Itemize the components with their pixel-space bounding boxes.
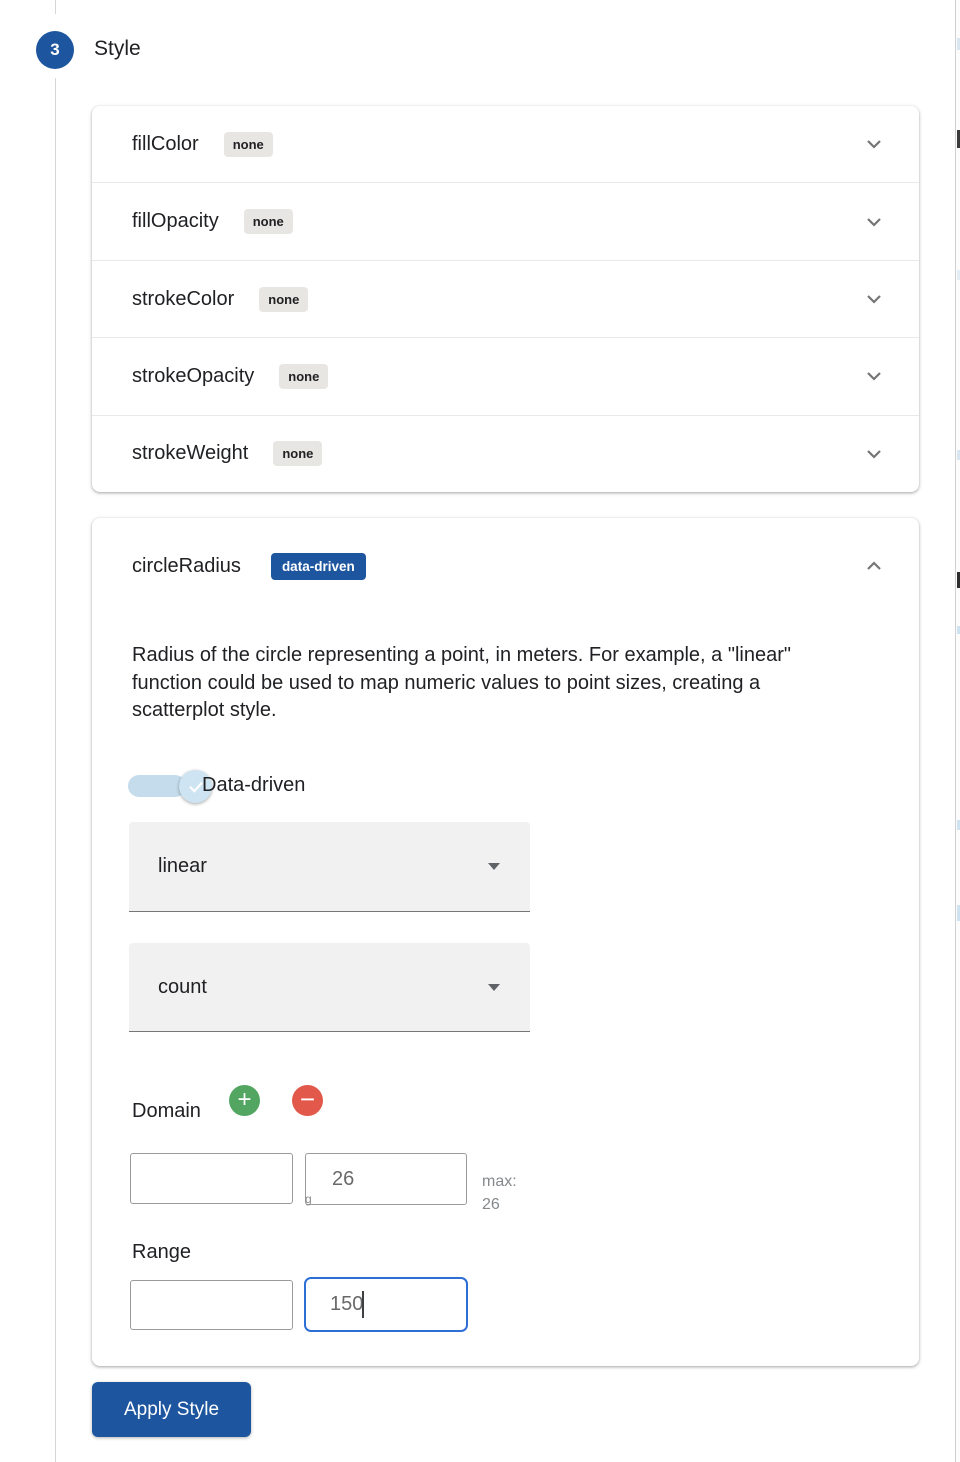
text-cursor — [362, 1291, 364, 1318]
property-value-badge: none — [224, 132, 273, 157]
property-value-badge: none — [244, 209, 293, 234]
range-max-input-focused[interactable] — [304, 1277, 468, 1332]
stepper-connector-bottom — [55, 78, 56, 1462]
chevron-down-icon[interactable] — [862, 364, 886, 388]
function-type-value: linear — [158, 855, 207, 877]
dropdown-caret-icon — [488, 984, 500, 991]
data-driven-toggle-label: Data-driven — [202, 774, 306, 796]
accordion-row-strokecolor[interactable] — [92, 260, 919, 337]
stepper-connector-top — [55, 0, 56, 14]
accordion-row-circleradius[interactable] — [92, 518, 919, 614]
accordion-row-fillopacity[interactable] — [92, 182, 919, 259]
property-label: fillColor — [132, 132, 199, 155]
property-value-badge: none — [279, 364, 328, 389]
apply-style-button[interactable]: Apply Style — [92, 1382, 251, 1437]
plus-icon: + — [237, 1085, 252, 1113]
add-domain-stop-button[interactable] — [229, 1085, 260, 1116]
step-title: Style — [94, 37, 141, 60]
range-label: Range — [132, 1241, 191, 1263]
property-description: Radius of the circle representing a point, in meters. For example, a "linear" function could be used to map numeric values to point sizes, creating a scatterplot style. — [132, 644, 791, 721]
data-field-dropdown[interactable] — [129, 943, 530, 1032]
step-number: 3 — [50, 40, 60, 59]
accordion-row-strokeopacity[interactable] — [92, 337, 919, 414]
data-driven-badge: data-driven — [271, 553, 366, 580]
property-value-badge: none — [273, 441, 322, 466]
step-number-badge — [36, 31, 74, 69]
accordion-row-strokeweight[interactable] — [92, 415, 919, 492]
max-hint-value: 26 — [482, 1196, 500, 1213]
max-hint-label: max: — [482, 1173, 517, 1190]
right-edge-panel-sliver — [955, 0, 960, 1462]
minus-icon: − — [299, 1083, 316, 1114]
property-label: strokeWeight — [132, 442, 249, 465]
accordion-row-fillcolor[interactable] — [92, 106, 919, 182]
circle-radius-card — [92, 518, 919, 1366]
property-label: circleRadius — [132, 554, 241, 577]
chevron-down-icon[interactable] — [862, 132, 886, 156]
chevron-up-icon[interactable] — [862, 554, 886, 578]
data-field-value: count — [158, 975, 207, 998]
stray-glyph: g — [305, 1192, 312, 1206]
domain-min-input[interactable] — [130, 1153, 293, 1204]
range-min-input[interactable] — [130, 1280, 293, 1330]
property-label: fillOpacity — [132, 210, 219, 233]
function-type-dropdown[interactable] — [129, 822, 530, 912]
chevron-down-icon[interactable] — [862, 210, 886, 234]
domain-max-input[interactable] — [305, 1153, 467, 1205]
style-properties-card — [92, 106, 919, 492]
chevron-down-icon[interactable] — [862, 287, 886, 311]
domain-label: Domain — [132, 1100, 201, 1122]
chevron-down-icon[interactable] — [862, 442, 886, 466]
dropdown-caret-icon — [488, 863, 500, 870]
property-value-badge: none — [259, 287, 308, 312]
toggle-track[interactable] — [128, 775, 186, 797]
property-label: strokeOpacity — [132, 364, 255, 387]
remove-domain-stop-button[interactable] — [292, 1085, 323, 1116]
property-label: strokeColor — [132, 287, 235, 310]
domain-max-hint — [482, 1170, 517, 1216]
